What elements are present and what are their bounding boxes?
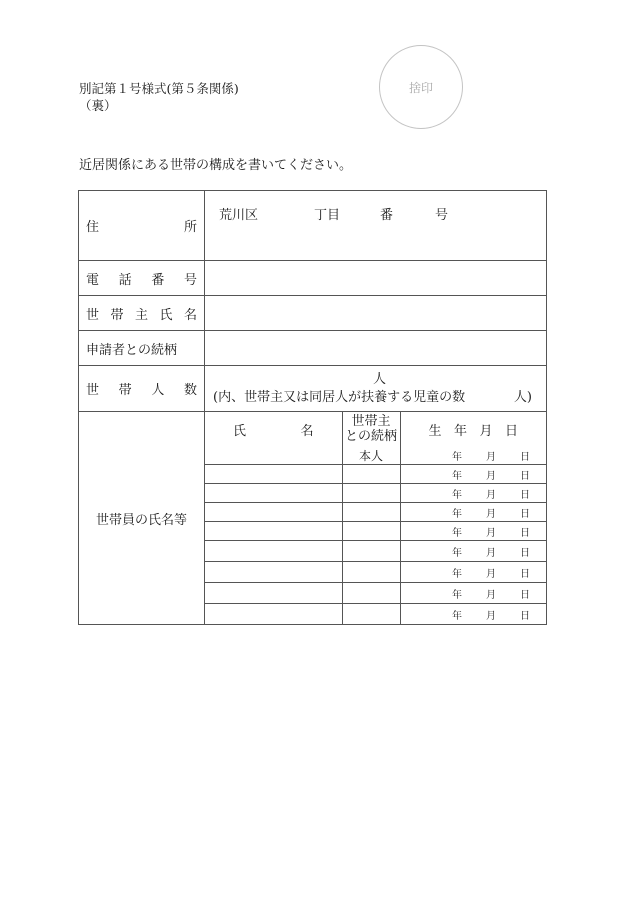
household-count-label (79, 366, 205, 412)
address-row (79, 191, 547, 261)
phone-label (79, 261, 205, 296)
birthdate-day-label: 日 (520, 568, 530, 580)
members-row (79, 412, 547, 625)
birthdate-day-label: 日 (520, 547, 530, 559)
member-rows (205, 446, 546, 624)
member-name-field[interactable] (205, 583, 342, 604)
address-label-right: 所 (183, 220, 197, 235)
member-birth-header-char: 月 (479, 423, 493, 439)
birthdate-year-label: 年 (452, 547, 462, 559)
member-birth-header-char: 年 (453, 423, 467, 439)
member-birthdate-field[interactable] (400, 503, 546, 522)
member-birthdate-field[interactable] (400, 484, 546, 503)
birthdate-year-label: 年 (452, 451, 462, 463)
member-relation-header (342, 412, 400, 446)
member-name-header (205, 412, 342, 446)
birthdate-day-label: 日 (520, 589, 530, 601)
householder-name-field[interactable] (205, 296, 547, 331)
members-header-row (205, 412, 546, 446)
householder-label (79, 296, 205, 331)
household-count-label-char: 世 (86, 383, 100, 398)
household-count-unit: 人 (372, 371, 386, 387)
relationship-label: 申請者との続柄 (79, 331, 205, 366)
member-name-field[interactable] (205, 522, 342, 541)
householder-row (79, 296, 547, 331)
birthdate-month-label: 月 (486, 489, 496, 501)
relationship-row (79, 331, 547, 366)
member-name-field[interactable] (205, 562, 342, 583)
phone-label-char: 号 (183, 272, 197, 288)
phone-label-char: 電 (86, 272, 100, 288)
instruction-text: 近居関係にある世帯の構成を書いてください。 (79, 158, 353, 173)
member-row (205, 522, 546, 541)
member-birthdate-field[interactable] (400, 604, 546, 625)
member-row (205, 562, 546, 583)
birthdate-year-label: 年 (452, 589, 462, 601)
member-birthdate-field[interactable] (400, 465, 546, 484)
birthdate-year-label: 年 (452, 568, 462, 580)
phone-row (79, 261, 547, 296)
address-chome: 丁目 (314, 208, 341, 223)
member-birthdate-field[interactable] (400, 446, 546, 465)
member-row (205, 604, 546, 625)
address-label-left: 住 (86, 220, 100, 235)
form-code-line1: 別記第１号様式(第５条関係) (79, 81, 239, 96)
form-code-header (79, 80, 239, 114)
phone-field[interactable] (205, 261, 547, 296)
member-name-field[interactable] (205, 465, 342, 484)
birthdate-day-label: 日 (520, 470, 530, 482)
birthdate-day-label: 日 (520, 489, 530, 501)
member-name-field[interactable] (205, 446, 342, 465)
member-relation-field[interactable] (342, 541, 400, 562)
phone-label-char: 話 (118, 272, 132, 288)
member-row (205, 583, 546, 604)
member-relation-field[interactable] (342, 522, 400, 541)
member-birth-header (400, 412, 546, 446)
birthdate-day-label: 日 (520, 610, 530, 622)
household-count-row (79, 366, 547, 412)
birthdate-month-label: 月 (486, 508, 496, 520)
phone-label-char: 番 (151, 272, 165, 288)
birthdate-year-label: 年 (452, 610, 462, 622)
householder-label-char: 主 (134, 307, 148, 323)
member-relation-header-line1: 世帯主 (351, 414, 391, 429)
household-count-field[interactable] (205, 366, 547, 412)
household-count-label-char: 帯 (118, 383, 132, 398)
birthdate-day-label: 日 (520, 527, 530, 539)
member-relation-field[interactable]: 本人 (342, 446, 400, 465)
birthdate-year-label: 年 (452, 489, 462, 501)
member-birth-header-char: 生 (428, 423, 442, 439)
member-birthdate-field[interactable] (400, 522, 546, 541)
address-ward: 荒川区 (219, 208, 259, 223)
member-name-header-char: 氏 (233, 423, 247, 439)
member-name-field[interactable] (205, 503, 342, 522)
birthdate-month-label: 月 (486, 470, 496, 482)
member-relation-header-line2: との続柄 (344, 429, 397, 444)
member-relation-field[interactable] (342, 465, 400, 484)
member-name-field[interactable] (205, 604, 342, 625)
member-relation-field[interactable] (342, 484, 400, 503)
member-relation-field[interactable] (342, 503, 400, 522)
member-row (205, 446, 546, 465)
birthdate-month-label: 月 (486, 547, 496, 559)
birthdate-year-label: 年 (452, 527, 462, 539)
household-count-label-char: 数 (183, 383, 197, 398)
member-relation-field[interactable] (342, 604, 400, 625)
member-row (205, 484, 546, 503)
birthdate-year-label: 年 (452, 470, 462, 482)
householder-label-char: 世 (86, 307, 100, 323)
members-table (205, 412, 546, 624)
member-row (205, 465, 546, 484)
birthdate-month-label: 月 (486, 527, 496, 539)
householder-label-char: 氏 (159, 307, 173, 323)
member-name-field[interactable] (205, 541, 342, 562)
member-row (205, 503, 546, 522)
member-birthdate-field[interactable] (400, 562, 546, 583)
seal-label: 捨印 (408, 80, 433, 95)
member-relation-field[interactable] (342, 583, 400, 604)
address-field[interactable] (205, 191, 547, 261)
member-birth-header-char: 日 (504, 423, 518, 439)
birthdate-month-label: 月 (486, 610, 496, 622)
birthdate-month-label: 月 (486, 568, 496, 580)
relationship-field[interactable] (205, 331, 547, 366)
dependent-children-note: (内、世帯主又は同居人が扶養する児童の数 (213, 389, 466, 405)
householder-label-char: 名 (183, 307, 197, 323)
birthdate-year-label: 年 (452, 508, 462, 520)
member-relation-field[interactable] (342, 562, 400, 583)
member-birthdate-field[interactable] (400, 541, 546, 562)
address-label (79, 191, 205, 261)
birthdate-month-label: 月 (486, 589, 496, 601)
form-code-line2: （裏） (79, 98, 117, 113)
members-cell (205, 412, 547, 625)
member-row (205, 541, 546, 562)
birthdate-day-label: 日 (520, 451, 530, 463)
household-form-table (78, 190, 547, 625)
address-banchi: 番 (380, 208, 394, 223)
address-go: 号 (435, 208, 449, 223)
birthdate-month-label: 月 (486, 451, 496, 463)
household-count-label-char: 人 (151, 383, 165, 398)
birthdate-day-label: 日 (520, 508, 530, 520)
member-name-field[interactable] (205, 484, 342, 503)
householder-label-char: 帯 (110, 307, 124, 323)
discard-seal-circle (379, 45, 463, 129)
members-label: 世帯員の氏名等 (79, 412, 205, 625)
member-name-header-char: 名 (300, 423, 314, 439)
dependent-children-unit: 人) (513, 389, 532, 405)
member-birthdate-field[interactable] (400, 583, 546, 604)
